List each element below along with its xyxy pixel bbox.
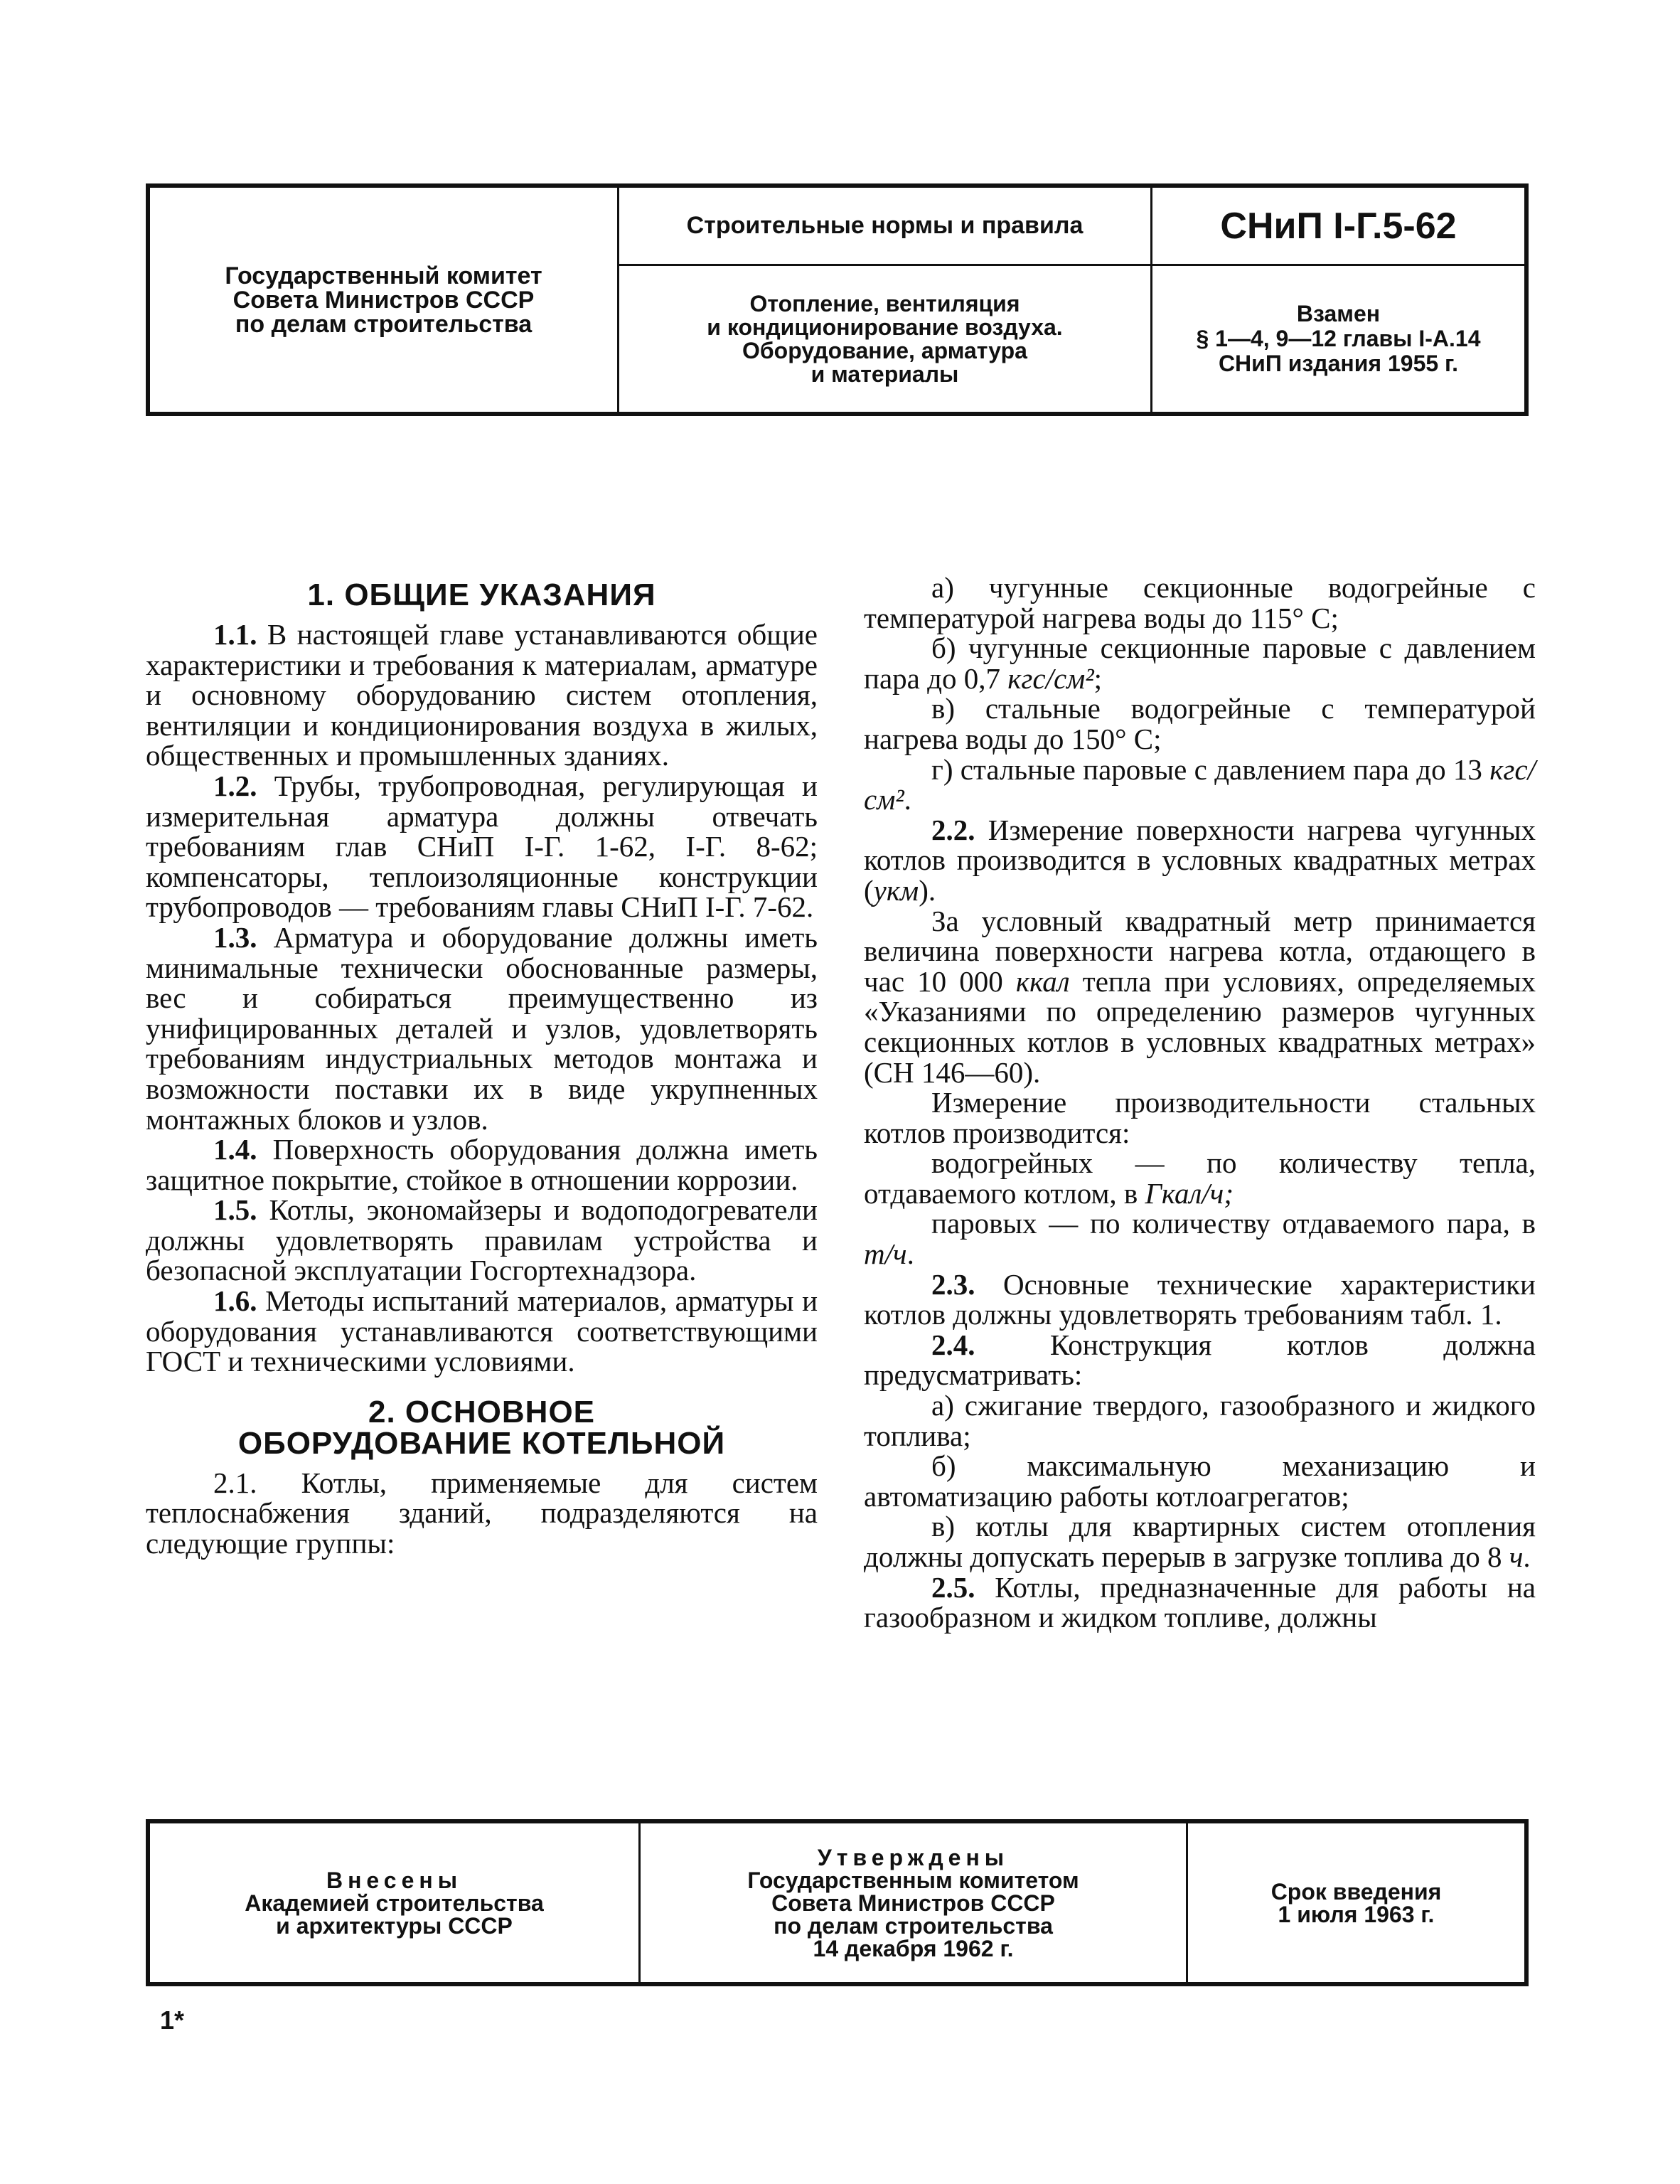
document-code: СНиП I-Г.5-62 xyxy=(1220,205,1457,247)
list-item-2-4-b: б) максимальную механизацию и автоматизацию работы котлоагрегатов; xyxy=(864,1449,1536,1513)
committee-cell xyxy=(150,188,619,412)
paragraph-sqm xyxy=(864,906,1536,1088)
list-item-text: б) чугунные секционные паровые с давлением пара до 0,7 xyxy=(864,632,1536,695)
paragraph-2-5 xyxy=(864,1572,1536,1633)
paragraph-text: тепла при условиях, определяемых «Указаниями по определению размеров чугунных секционных котлов в условных квадратных метрах» (СН 146—60). xyxy=(864,964,1536,1089)
paragraph-2-1 xyxy=(146,1468,818,1559)
paragraph-1-2 xyxy=(146,771,818,922)
replaces-cell xyxy=(1152,266,1524,412)
clause-number: 1.2. xyxy=(213,769,257,802)
list-item-v: в) стальные водогрейные с температурой нагрева воды до 150° С; xyxy=(864,692,1536,755)
unit: ккал xyxy=(1015,964,1070,998)
clause-number: 1.5. xyxy=(213,1193,257,1227)
replaces-text: Взамен § 1—4, 9—12 главы I-А.14 СНиП издания 1955 г. xyxy=(1196,301,1481,376)
unit: кгс/см² xyxy=(864,752,1536,816)
introduced-title: Внесены xyxy=(326,1867,463,1893)
section-1-title: 1. ОБЩИЕ УКАЗАНИЯ xyxy=(307,577,656,612)
document-title: Отопление, вентиляция и кондиционирование воздуха. Оборудование, арматура и материалы xyxy=(707,290,1063,387)
right-column xyxy=(864,572,1536,1633)
list-item-text: в) котлы для квартирных систем отопления должны допускать перерыв в загрузке топлива до 8 xyxy=(864,1510,1536,1573)
list-item-2-4-a: а) сжигание твердого, газообразного и жидкого топлива; xyxy=(864,1389,1536,1452)
punct: . xyxy=(1523,1540,1531,1573)
clause-number: 1.4. xyxy=(213,1133,257,1166)
unit: Гкал/ч; xyxy=(1145,1176,1234,1210)
paragraph-1-1 xyxy=(146,619,818,771)
effective-cell xyxy=(1188,1823,1524,1982)
committee-text: Государственный комитет Совета Министров СССР по делам строительства xyxy=(225,262,542,338)
list-item-2-4-v xyxy=(864,1511,1536,1572)
unit: кгс/см² xyxy=(1007,661,1094,695)
clause-number: 2.5. xyxy=(931,1570,975,1604)
paragraph-1-3 xyxy=(146,922,818,1134)
clause-number: 1.1. xyxy=(213,618,257,651)
paragraph-text: Поверхность оборудования должна иметь защитное покрытие, стойкое в отношении коррозии. xyxy=(146,1133,818,1196)
list-item-b xyxy=(864,633,1536,693)
unit: ч xyxy=(1509,1540,1524,1573)
code-cell xyxy=(1152,188,1524,266)
paragraph-water xyxy=(864,1148,1536,1208)
introduced-cell xyxy=(150,1823,641,1982)
paragraph-text: Методы испытаний материалов, арматуры и оборудования устанавливаются соответствующими ГОСТ и техническими условиями. xyxy=(146,1284,818,1378)
series-text: Строительные нормы и правила xyxy=(686,212,1084,239)
paragraph-steam xyxy=(864,1208,1536,1269)
paragraph-text: Котлы, экономайзеры и водоподогреватели должны удовлетворять правилам устройства и безопасной эксплуатации Госгортехнадзора. xyxy=(146,1193,818,1287)
paragraph-1-6 xyxy=(146,1286,818,1377)
paragraph-2-2 xyxy=(864,815,1536,906)
clause-number: 2.4. xyxy=(931,1328,975,1361)
clause-number: 1.3. xyxy=(213,920,257,954)
paragraph-text: Котлы, предназначенные для работы на газообразном и жидком топливе, должны xyxy=(864,1570,1536,1634)
page-number: 1* xyxy=(160,2005,185,2035)
paragraph-text: Котлы, применяемые для систем теплоснабжения зданий, подразделяются на следующие группы: xyxy=(146,1466,818,1560)
paragraph-text: паровых — по количеству отдаваемого пара, в xyxy=(931,1207,1536,1240)
effective-date: Срок введения 1 июля 1963 г. xyxy=(1270,1878,1442,1927)
left-column xyxy=(146,572,818,1559)
footer-table xyxy=(146,1819,1529,1986)
unit: т/ч xyxy=(864,1237,907,1271)
paragraph-text: Основные технические характеристики котлов должны удовлетворять требованиям табл. 1. xyxy=(864,1267,1536,1331)
punct: ; xyxy=(1093,661,1103,695)
paragraph-text: Конструкция котлов должна предусматривать: xyxy=(864,1328,1536,1392)
punct: . xyxy=(906,1237,914,1271)
unit: укм xyxy=(873,873,919,907)
paragraph-text: Измерение поверхности нагрева чугунных котлов производится в условных квадратных метрах ( xyxy=(864,813,1536,907)
series-cell xyxy=(619,188,1152,266)
clause-number: 2.3. xyxy=(931,1267,975,1301)
section-2-title: 2. ОСНОВНОЕ ОБОРУДОВАНИЕ КОТЕЛЬНОЙ xyxy=(237,1394,726,1461)
paragraph-text: За условный квадратный метр принимается величина поверхности нагрева котла, отдающего в час 10 000 xyxy=(864,904,1536,998)
paragraph-1-5 xyxy=(146,1195,818,1286)
approved-cell xyxy=(641,1823,1188,1982)
clause-number: 2.2. xyxy=(931,813,975,846)
clause-number: 2.1. xyxy=(213,1466,257,1499)
paragraph-2-4 xyxy=(864,1330,1536,1390)
list-item-text: г) стальные паровые с давлением пара до 13 xyxy=(931,752,1490,786)
approved-title: Утверждены xyxy=(817,1844,1010,1870)
approved-by: Государственным комитетом Совета Министров СССР по делам строительства 14 декабря 1962 г. xyxy=(747,1867,1079,1961)
paragraph-text: В настоящей главе устанавливаются общие характеристики и требования к материалам, арматуре и основному оборудованию систем отопления, вентиляции и кондиционирования воздуха в жилых, общественных и промышленных зданиях. xyxy=(146,618,818,772)
paragraph-1-4 xyxy=(146,1134,818,1195)
paragraph-steel: Измерение производительности стальных котлов производится: xyxy=(864,1086,1536,1149)
paragraph-text: Арматура и оборудование должны иметь минимальные технически обоснованные размеры, вес и собираться преимущественно из унифицированных деталей и узлов, удовлетворять требованиям индустриальных методов монтажа и возможности поставки их в виде укрупненных монтажных блоков и узлов. xyxy=(146,920,818,1136)
list-item-g xyxy=(864,752,1536,816)
title-cell xyxy=(619,266,1152,412)
punct: ). xyxy=(919,873,936,907)
paragraph-text: Трубы, трубопроводная, регулирующая и измерительная арматура должны отвечать требованиям глав СНиП I-Г. 1-62, I-Г. 8-62; компенсаторы, теплоизоляционные конструкции трубопроводов — требованиям главы СНиП I-Г. 7-62. xyxy=(146,769,818,924)
paragraph-2-3 xyxy=(864,1269,1536,1330)
list-item-a: а) чугунные секционные водогрейные с температурой нагрева воды до 115° С; xyxy=(864,571,1536,634)
paragraph-text: водогрейных — по количеству тепла, отдаваемого котлом, в xyxy=(864,1146,1536,1210)
punct: . xyxy=(904,783,911,816)
clause-number: 1.6. xyxy=(213,1284,257,1318)
introduced-by: Академией строительства и архитектуры СССР xyxy=(245,1890,544,1939)
header-table xyxy=(146,183,1529,416)
